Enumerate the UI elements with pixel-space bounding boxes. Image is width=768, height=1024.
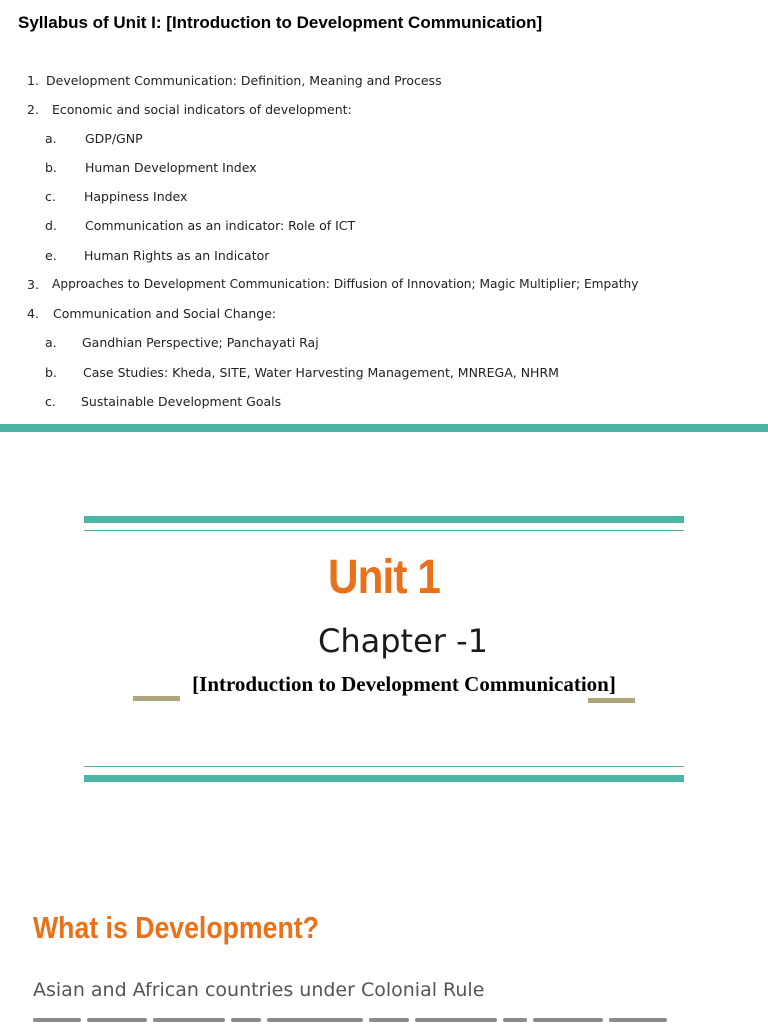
item-text: Sustainable Development Goals: [81, 394, 282, 409]
item-marker: 3.: [27, 277, 39, 292]
item-marker: 4.: [27, 306, 39, 321]
item-marker: 1.: [27, 73, 39, 88]
section-body: Asian and African countries under Colonial Rule: [33, 979, 485, 1001]
bottom-rule-thick: [84, 775, 684, 782]
item-marker: a.: [45, 131, 57, 146]
item-marker: b.: [45, 160, 57, 175]
item-text: Approaches to Development Communication: Diffusion of Innovation; Magic Multiplier; Empathy: [52, 277, 639, 291]
unit-title: Unit 1: [327, 551, 441, 604]
chapter-title: Chapter -1: [317, 622, 488, 660]
top-rule-thick: [84, 516, 684, 523]
top-rule-thin: [84, 530, 684, 531]
chapter-subtitle: [Introduction to Development Communication]: [192, 672, 616, 696]
item-text: Human Development Index: [85, 160, 257, 175]
item-text: GDP/GNP: [85, 131, 143, 146]
item-marker: b.: [45, 365, 57, 380]
item-marker: c.: [45, 394, 56, 409]
item-text: Human Rights as an Indicator: [84, 248, 270, 263]
accent-bar-right: [588, 698, 635, 703]
item-marker: 2.: [27, 102, 39, 117]
syllabus-heading: Syllabus of Unit I: [Introduction to Development Communication]: [18, 13, 543, 32]
item-text: Communication as an indicator: Role of ICT: [85, 218, 356, 233]
item-text: Development Communication: Definition, Meaning and Process: [46, 73, 442, 88]
bottom-rule-thin: [84, 766, 684, 767]
item-marker: a.: [45, 335, 57, 350]
cutoff-text-line: [33, 1018, 673, 1024]
page-divider: [0, 424, 768, 432]
item-text: Economic and social indicators of development:: [52, 102, 352, 117]
section-heading: What is Development?: [33, 910, 319, 945]
item-text: Happiness Index: [84, 189, 188, 204]
item-marker: c.: [45, 189, 56, 204]
item-text: Case Studies: Kheda, SITE, Water Harvesting Management, MNREGA, NHRM: [83, 365, 559, 380]
item-text: Communication and Social Change:: [53, 306, 277, 321]
item-text: Gandhian Perspective; Panchayati Raj: [82, 335, 319, 350]
item-marker: d.: [45, 218, 57, 233]
item-marker: e.: [45, 248, 57, 263]
